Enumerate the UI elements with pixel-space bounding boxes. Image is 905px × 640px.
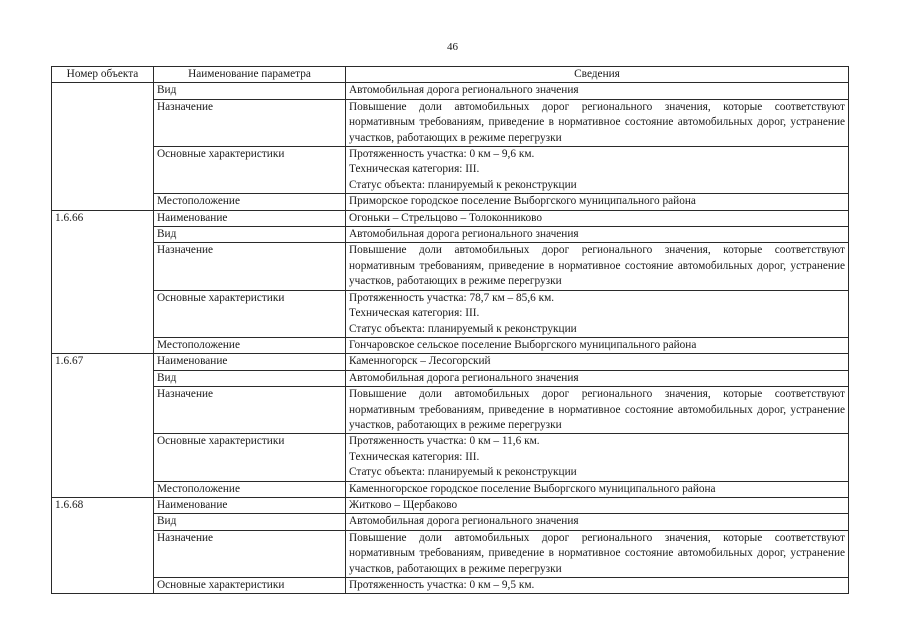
param-label-location: Местоположение: [154, 337, 346, 353]
param-label-main-chars: Основные характеристики: [154, 578, 346, 594]
location-value: Гончаровское сельское поселение Выборгского муниципального района: [346, 337, 849, 353]
param-label-type: Вид: [154, 514, 346, 530]
param-label-location: Местоположение: [154, 194, 346, 210]
table-row: [52, 227, 849, 243]
status-value: Статус объекта: планируемый к реконструкции: [349, 322, 577, 335]
table-row: [52, 147, 849, 194]
length-value: Протяженность участка: 0 км – 9,6 км.: [349, 148, 535, 161]
table-row: [52, 578, 849, 594]
purpose-value: Повышение доли автомобильных дорог регионального значения, которые соответствуют нормативным требованиям, приведение в нормативное состояние автомобильных дорог, устранение участков, работающих в режиме перегрузки: [346, 99, 849, 146]
param-label-main-chars: Основные характеристики: [154, 434, 346, 481]
category-value: Техническая категория: III.: [349, 307, 480, 320]
param-label-type: Вид: [154, 227, 346, 243]
table-row: [52, 387, 849, 434]
table-row: [52, 530, 849, 577]
table-row: [52, 514, 849, 530]
param-label-type: Вид: [154, 83, 346, 99]
type-value: Автомобильная дорога регионального значения: [346, 83, 849, 99]
type-value: Автомобильная дорога регионального значения: [346, 227, 849, 243]
main-chars-value: [346, 434, 849, 481]
table-row: [52, 290, 849, 337]
main-chars-value: [346, 578, 849, 594]
category-value: Техническая категория: III.: [349, 163, 480, 176]
page-number: 46: [447, 41, 458, 53]
purpose-value: Повышение доли автомобильных дорог регионального значения, которые соответствуют нормативным требованиям, приведение в нормативное состояние автомобильных дорог, устранение участков, работающих в режиме перегрузки: [346, 243, 849, 290]
header-parameter-name: Наименование параметра: [154, 67, 346, 83]
table-row: [52, 481, 849, 497]
param-label-purpose: Назначение: [154, 243, 346, 290]
header-object-number: Номер объекта: [52, 67, 154, 83]
object-number-cell: 1.6.66: [52, 210, 154, 354]
param-label-name: Наименование: [154, 354, 346, 370]
param-label-main-chars: Основные характеристики: [154, 290, 346, 337]
table-header-row: [52, 67, 849, 83]
table-row: [52, 434, 849, 481]
location-value: Приморское городское поселение Выборгского муниципального района: [346, 194, 849, 210]
param-label-type: Вид: [154, 370, 346, 386]
location-value: Каменногорское городское поселение Выборгского муниципального района: [346, 481, 849, 497]
table-row: [52, 99, 849, 146]
length-value: Протяженность участка: 0 км – 11,6 км.: [349, 435, 540, 448]
purpose-value: Повышение доли автомобильных дорог регионального значения, которые соответствуют нормативным требованиям, приведение в нормативное состояние автомобильных дорог, устранение участков, работающих в режиме перегрузки: [346, 387, 849, 434]
status-value: Статус объекта: планируемый к реконструкции: [349, 466, 577, 479]
name-value: Житково – Щербаково: [346, 497, 849, 513]
table-row: [52, 194, 849, 210]
name-value: Огоньки – Стрельцово – Толоконниково: [346, 210, 849, 226]
param-label-name: Наименование: [154, 497, 346, 513]
object-number-cell: 1.6.67: [52, 354, 154, 498]
name-value: Каменногорск – Лесогорский: [346, 354, 849, 370]
status-value: Статус объекта: планируемый к реконструкции: [349, 178, 577, 191]
length-value: Протяженность участка: 78,7 км – 85,6 км.: [349, 291, 555, 304]
type-value: Автомобильная дорога регионального значения: [346, 514, 849, 530]
param-label-purpose: Назначение: [154, 530, 346, 577]
purpose-value: Повышение доли автомобильных дорог регионального значения, которые соответствуют нормативным требованиям, приведение в нормативное состояние автомобильных дорог, устранение участков, работающих в режиме перегрузки: [346, 530, 849, 577]
category-value: Техническая категория: III.: [349, 450, 480, 463]
table-row: [52, 370, 849, 386]
param-label-main-chars: Основные характеристики: [154, 147, 346, 194]
road-objects-table: [51, 66, 849, 594]
param-label-name: Наименование: [154, 210, 346, 226]
object-number-cell: [52, 83, 154, 210]
header-details: Сведения: [346, 67, 849, 83]
table-row: [52, 354, 849, 370]
param-label-location: Местоположение: [154, 481, 346, 497]
type-value: Автомобильная дорога регионального значения: [346, 370, 849, 386]
length-value: Протяженность участка: 0 км – 9,5 км.: [349, 579, 535, 591]
table-row: [52, 243, 849, 290]
object-number-cell: 1.6.68: [52, 497, 154, 593]
table-row: [52, 83, 849, 99]
table-row: [52, 337, 849, 353]
param-label-purpose: Назначение: [154, 99, 346, 146]
param-label-purpose: Назначение: [154, 387, 346, 434]
table-row: [52, 497, 849, 513]
main-chars-value: [346, 290, 849, 337]
main-chars-value: [346, 147, 849, 194]
table-row: [52, 210, 849, 226]
